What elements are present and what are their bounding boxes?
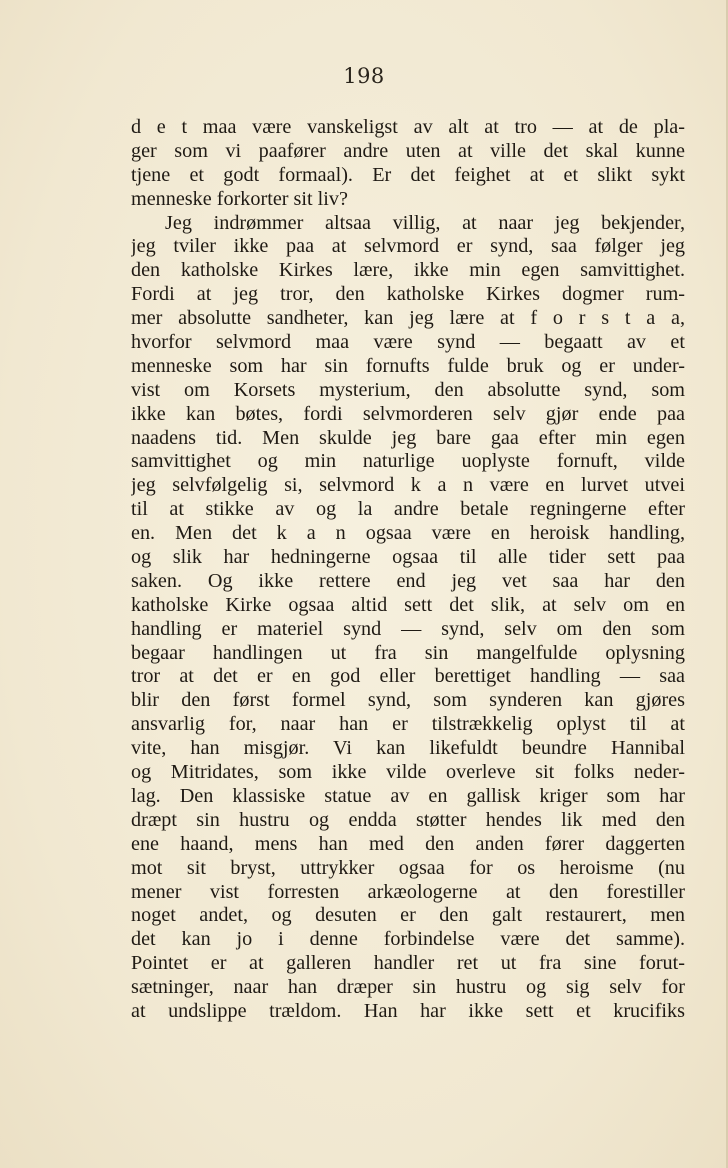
text-line: hvorfor selvmord maa være synd — begaatt av et (131, 331, 685, 354)
text-line: ansvarlig for, naar han er tilstrækkelig oplyst til at (131, 713, 685, 736)
text-line: ene haand, mens han med den anden fører daggerten (131, 832, 685, 855)
text-line: vite, han misgjør. Vi kan likefuldt beundre Hannibal (131, 737, 685, 760)
text-line: det kan jo i denne forbindelse være det samme). (131, 928, 685, 951)
text-line: den katholske Kirkes lære, ikke min egen samvittighet. (131, 259, 685, 282)
text-line: handling er materiel synd — synd, selv om den som (131, 617, 685, 640)
text-line: begaar handlingen ut fra sin mangelfulde oplysning (131, 641, 685, 664)
text-line: naadens tid. Men skulde jeg bare gaa efter min egen (131, 426, 685, 449)
text-line: ikke kan bøtes, fordi selvmorderen selv gjør ende paa (131, 402, 685, 425)
text-line: mer absolutte sandheter, kan jeg lære at f o r s t a a, (131, 307, 685, 330)
text-line: d e t maa være vanskeligst av alt at tro — at de pla- (131, 116, 685, 138)
text-line: jeg selvfølgelig si, selvmord k a n være en lurvet utvei (131, 474, 685, 497)
text-line: katholske Kirke ogsaa altid sett det slik, at selv om en (131, 593, 685, 616)
text-line: dræpt sin hustru og endda støtter hendes lik med den (131, 808, 685, 831)
text-line: saken. Og ikke rettere end jeg vet saa har den (131, 569, 685, 592)
text-line: noget andet, og desuten er den galt restaurert, men (131, 904, 685, 927)
text-line: mot sit bryst, uttrykker ogsaa for os heroisme (nu (131, 856, 685, 879)
page-number: 198 (343, 64, 385, 88)
text-line: samvittighet og min naturlige uoplyste fornuft, vilde (131, 450, 685, 473)
text-line: blir den først formel synd, som synderen kan gjøres (131, 689, 685, 712)
text-line: til at stikke av og la andre betale regningerne efter (131, 498, 685, 521)
text-line: menneske forkorter sit liv? (131, 187, 348, 210)
text-line: og Mitridates, som ikke vilde overleve sit folks neder- (131, 761, 685, 784)
body-text (131, 116, 685, 1024)
text-line: ger som vi paafører andre uten at ville det skal kunne (131, 139, 685, 162)
text-line: vist om Korsets mysterium, den absolutte synd, som (131, 378, 685, 401)
text-line: jeg tviler ikke paa at selvmord er synd, saa følger jeg (131, 235, 685, 258)
text-line: mener vist forresten arkæologerne at den forestiller (131, 880, 685, 903)
text-line: en. Men det k a n ogsaa være en heroisk handling, (131, 522, 685, 545)
text-line: at undslippe trældom. Han har ikke sett et krucifiks (131, 999, 685, 1022)
text-line: tror at det er en god eller berettiget handling — saa (131, 665, 685, 688)
text-line: Pointet er at galleren handler ret ut fra sine forut- (131, 952, 685, 975)
text-line: menneske som har sin fornufts fulde bruk og er under- (131, 354, 685, 377)
text-line: tjene et godt formaal). Er det feighet at et slikt sykt (131, 163, 685, 186)
text-line: sætninger, naar han dræper sin hustru og sig selv for (131, 976, 685, 999)
text-line: lag. Den klassiske statue av en gallisk kriger som har (131, 784, 685, 807)
text-line: Fordi at jeg tror, den katholske Kirkes dogmer rum- (131, 283, 685, 306)
text-line: og slik har hedningerne ogsaa til alle tider sett paa (131, 546, 685, 569)
text-line: Jeg indrømmer altsaa villig, at naar jeg bekjender, (165, 211, 685, 234)
